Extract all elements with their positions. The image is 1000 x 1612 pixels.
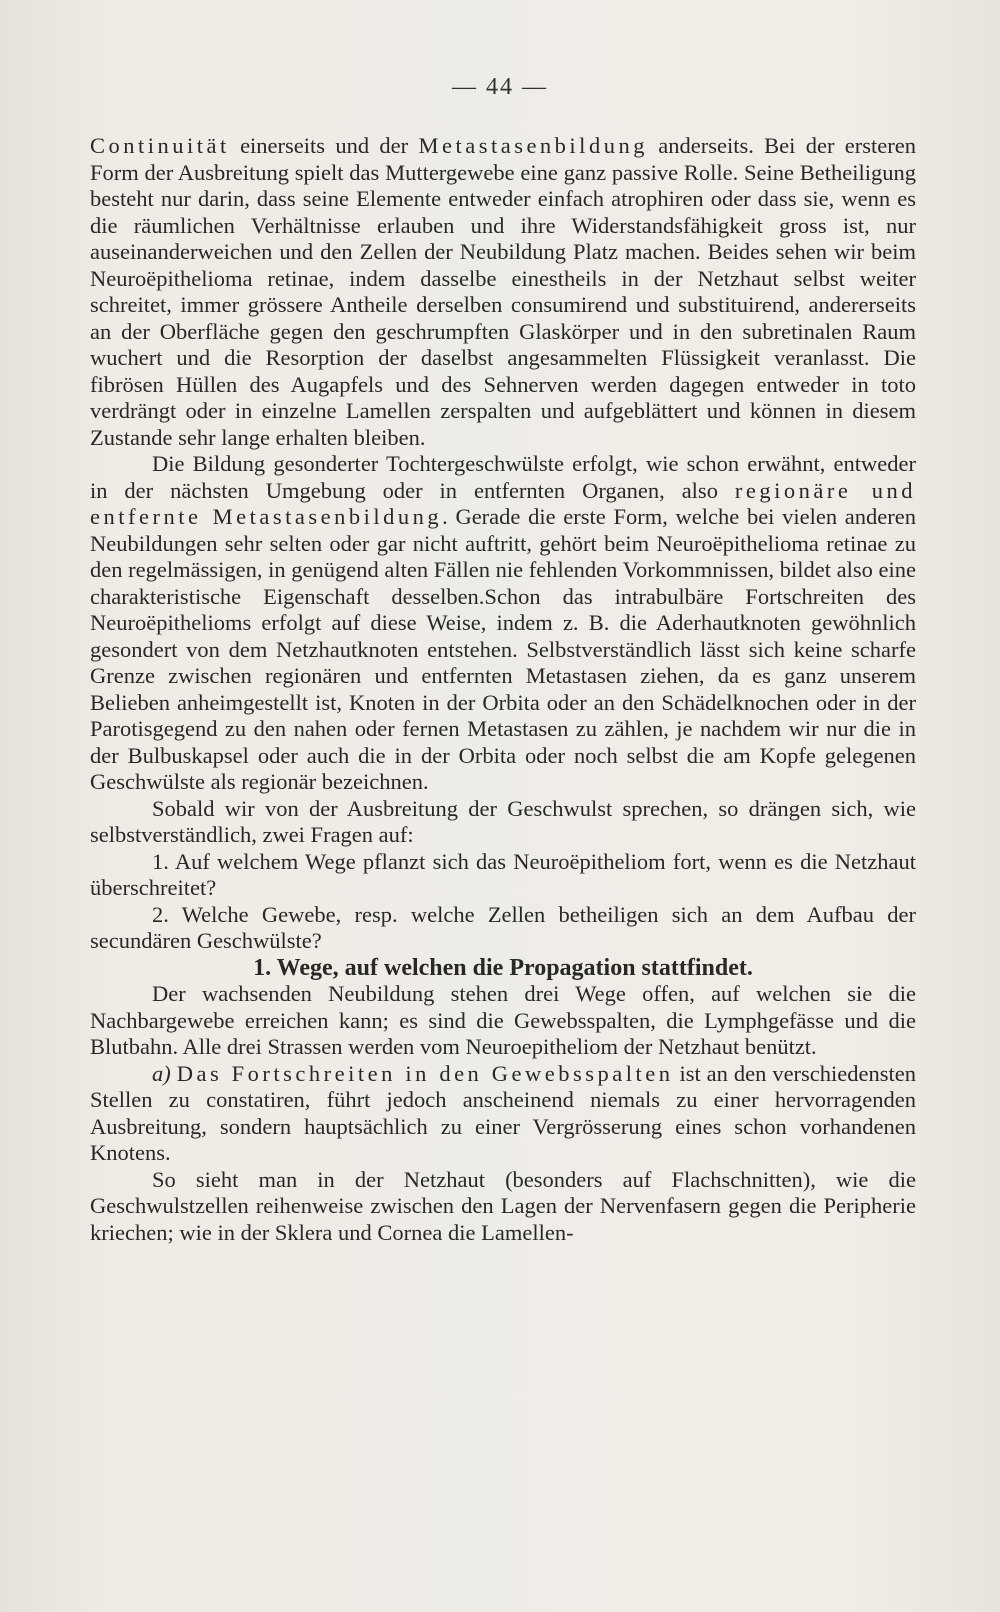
- paragraph-text: ist an den verschiedensten Stellen zu constatiren, führt jedoch anscheinend niemals zu einer hervorragenden Ausbreitung, sondern hauptsächlich zu einer Vergrösserung eines schon vorhandenen Knotens.: [90, 1060, 917, 1165]
- page-number: — 44 —: [452, 74, 548, 100]
- paragraph-text: einerseits und der: [229, 133, 419, 158]
- item-letter-a: a): [152, 1060, 171, 1086]
- paragraph-continuity: [90, 133, 916, 451]
- paragraph-fragen: Sobald wir von der Ausbreitung der Geschwulst sprechen, so drängen sich, wie selbstverständlich, zwei Fragen auf:: [90, 795, 916, 847]
- paragraph-netzhaut: So sieht man in der Netzhaut (besonders auf Flachschnitten), wie die Geschwulstzellen reihenweise zwischen den Lagen der Nervenfasern gegen die Peripherie kriechen; wie in der Sklera und Cornea die Lamellen-: [90, 1166, 916, 1245]
- paragraph-wege: Der wachsenden Neubildung stehen drei Wege offen, auf welchen sie die Nachbargewebe erreichen kann; es sind die Gewebsspalten, die Lymphgefässe und die Blutbahn. Alle drei Strassen werden vom Neuroepitheliom der Netzhaut benützt.: [90, 981, 916, 1059]
- paragraph-tochtergeschwuelste: [90, 451, 916, 796]
- spaced-term-continuitaet: Continuität: [90, 133, 230, 158]
- spaced-term-metastasenbildung: Metastasenbildung: [418, 133, 648, 158]
- question-1: 1. Auf welchem Wege pflanzt sich das Neuroëpitheliom fort, wenn es die Netzhaut überschreitet?: [90, 848, 916, 900]
- question-2: 2. Welche Gewebe, resp. welche Zellen betheiligen sich an dem Aufbau der secundären Geschwülste?: [90, 901, 916, 953]
- section-heading: 1. Wege, auf welchen die Propagation stattfindet.: [253, 954, 753, 981]
- page-body: [90, 133, 916, 1246]
- paragraph-text: . Gerade die erste Form, welche bei vielen anderen Neubildungen sehr selten oder gar nicht auftritt, gehört beim Neuroëpithelioma retinae zu den regelmässigen, in genügend alten Fällen nie fehlenden Vorkommnissen, bildet also eine charakteristische Eigenschaft desselben.Schon das intrabulbäre Fortschreiten des Neuroëpithelioms erfolgt auf diese Weise, indem z. B. die Aderhautknoten gewöhnlich gesondert von dem Netzhautknoten entstehen. Selbstverständlich lässt sich keine scharfe Grenze zwischen regionären und entfernten Metastasen ziehen, da es ganz unserem Belieben anheimgestellt ist, Knoten in der Orbita oder an den Schädelknochen oder in der Parotisgegend zu den nahen oder fernen Metastasen zu zählen, je nachdem wir nur die in der Bulbuskapsel oder auch die in der Orbita oder noch selbst die am Kopfe gelegenen Geschwülste als regionär bezeichnen.: [90, 504, 917, 794]
- paragraph-gewebsspalten: [90, 1061, 916, 1167]
- spaced-term-fortschreiten: Das Fortschreiten in den Gewebsspalten: [176, 1060, 674, 1086]
- paragraph-text: anderseits. Bei der ersteren Form der Ausbreitung spielt das Muttergewebe eine ganz passive Rolle. Seine Betheiligung besteht nur darin, dass seine Elemente entweder einfach atrophiren oder dass sie, wenn es die räumlichen Verhältnisse erlauben und ihre Widerstandsfähigkeit gross ist, nur auseinanderweichen und den Zellen der Neubildung Platz machen. Beides sehen wir beim Neuroëpithelioma retinae, indem dasselbe einestheils in der Netzhaut selbst weiter schreitet, immer grössere Antheile derselben consumirend und substituirend, andererseits an der Oberfläche gegen den geschrumpften Glaskörper und in den subretinalen Raum wuchert und die Resorption der daselbst angesammelten Flüssigkeit veranlasst. Die fibrösen Hüllen des Augapfels und des Sehnerven werden dagegen entweder in toto verdrängt oder in einzelne Lamellen zerspalten und aufgeblättert und können in diesem Zustande sehr lange erhalten bleiben.: [90, 133, 916, 450]
- paragraph-text: Die Bildung gesonderter Tochtergeschwülste erfolgt, wie schon erwähnt, entweder in der nächsten Umgebung oder in entfernten Organen, also: [90, 451, 916, 503]
- spaced-term-metastasenbildung-2: regionäre und entfernte Metastasenbildung: [90, 477, 916, 529]
